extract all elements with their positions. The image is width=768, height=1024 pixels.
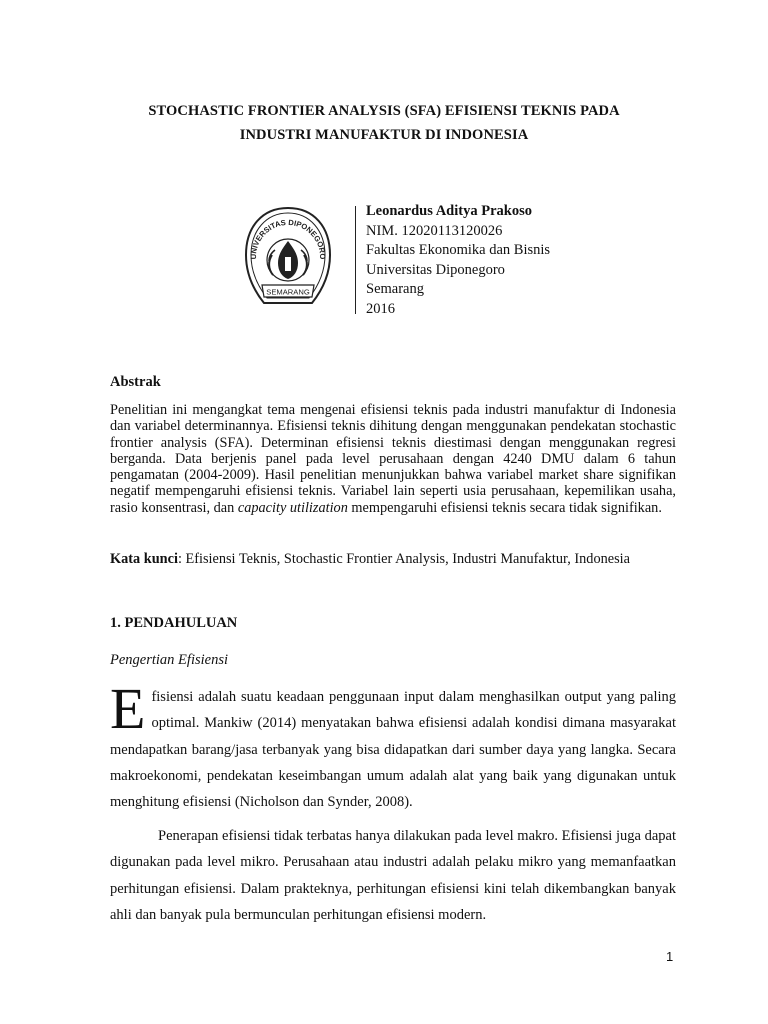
subsection-heading: Pengertian Efisiensi — [110, 652, 228, 668]
university-seal-logo — [242, 205, 334, 311]
keywords-text: : Efisiensi Teknis, Stochastic Frontier Analysis, Industri Manufaktur, Indonesia — [177, 551, 630, 567]
author-faculty: Fakultas Ekonomika dan Bisnis — [366, 242, 551, 259]
paper-title-line-2: INDUSTRI MANUFAKTUR DI INDONESIA — [239, 127, 529, 143]
abstract-end-text: mempengaruhi efisiensi teknis secara tidak signifikan. — [347, 499, 662, 516]
paragraph-1-text: fisiensi adalah suatu keadaan penggunaan input dalam menghasilkan output yang paling optimal. Mankiw (2014) menyatakan bahwa efisiensi adalah kondisi dimana masyarakat mendapatkan barang/jasa terbanyak yang bisa didapatkan dari sumber daya yang langka. Secara makroekonomi, pendekatan keseimbangan umum adalah alat yang baik yang digunakan untuk menghitung efisiensi (Nicholson dan Synder, 2008). — [110, 689, 676, 811]
author-name: Leonardus Aditya Prakoso — [366, 203, 532, 219]
author-nim: NIM. 12020113120026 — [366, 222, 503, 239]
author-city: Semarang — [366, 281, 424, 298]
page-number: 1 — [666, 949, 674, 964]
abstract-main-text: Penelitian ini mengangkat tema mengenai efisiensi teknis pada industri manufaktur di Indonesia dan variabel determinannya. Efisiensi teknis dihitung dengan menggunakan pendekatan stochastic frontier analysis (SFA). Determinan efisiensi teknis diestimasi dengan menggunakan regresi berganda. Data berjenis panel pada level perusahaan dengan 4240 DMU dalam 6 tahun pengamatan (2004-2009). Hasil penelitian menunjukkan bahwa variabel market share signifikan negatif mempengaruhi efisiensi teknis. Variabel lain seperti usia perusahaan, kepemilikan usaha, rasio konsentrasi, dan — [110, 402, 676, 516]
section-heading: 1. PENDAHULUAN — [110, 615, 238, 631]
author-university: Universitas Diponegoro — [366, 261, 505, 278]
abstract-heading: Abstrak — [110, 374, 161, 390]
abstract-italic-term: capacity utilization — [237, 499, 348, 516]
body-paragraph-2: Penerapan efisiensi tidak terbatas hanya dilakukan pada level makro. Efisiensi juga dapat digunakan pada level mikro. Perusahaan atau industri adalah pelaku mikro yang memanfaatkan perhitungan efisiensi. Dalam prakteknya, perhitungan efisiensi kini telah dikembangkan banyak ahli dan banyak pula bermunculan perhitungan efisiensi modern. — [110, 828, 676, 923]
author-info-block — [366, 202, 550, 320]
keywords-line — [110, 551, 676, 568]
author-divider-line — [355, 206, 356, 314]
seal-banner-text: SEMARANG — [266, 287, 310, 297]
paper-title-line-1: STOCHASTIC FRONTIER ANALYSIS (SFA) EFISIENSI TEKNIS PADA — [148, 103, 620, 119]
abstract-text — [110, 402, 676, 516]
keywords-label: Kata kunci — [110, 551, 178, 567]
seal-arc-text: UNIVERSITAS DIPONEGORO — [248, 217, 328, 260]
body-paragraph-1 — [110, 676, 676, 815]
drop-cap: E — [110, 676, 146, 741]
author-year: 2016 — [366, 300, 395, 317]
